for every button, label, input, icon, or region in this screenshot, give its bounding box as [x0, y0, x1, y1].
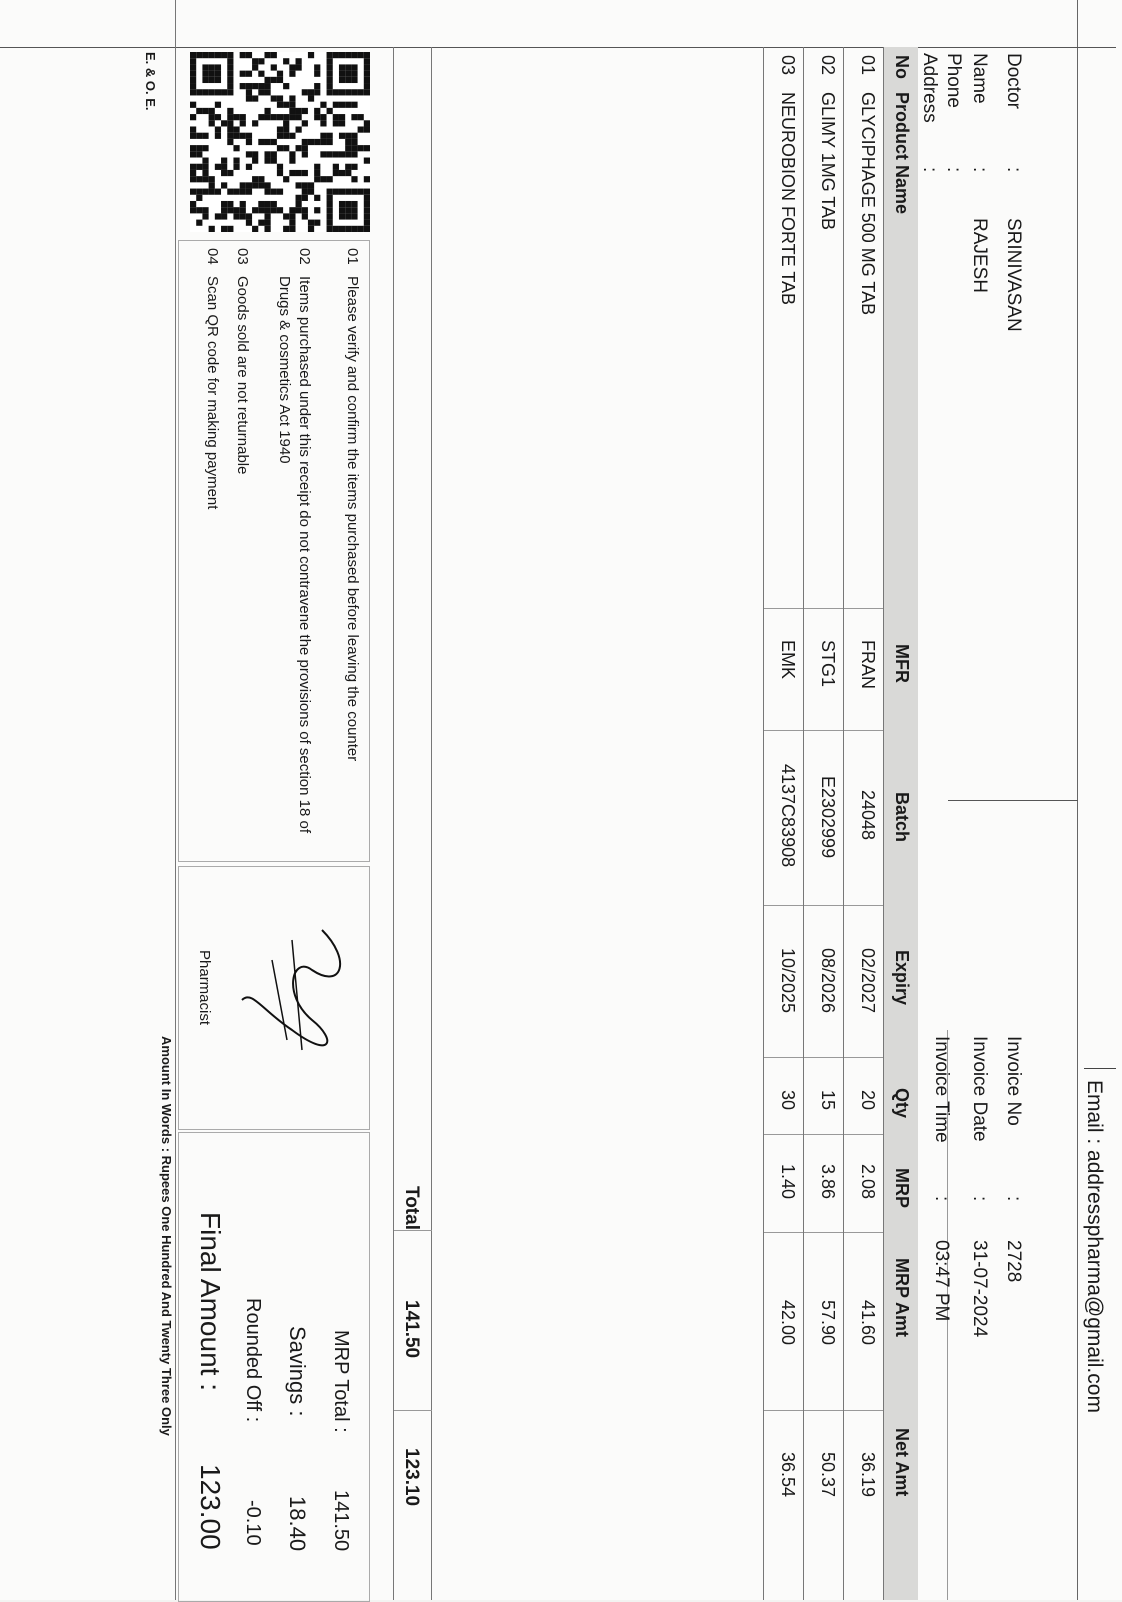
divider	[843, 47, 844, 1600]
mrp-total-value: 141.50	[330, 1490, 352, 1552]
col-qty: Qty	[892, 1088, 912, 1119]
colon: :	[1003, 1196, 1024, 1202]
row-product: GLIMY 1MG TAB	[818, 92, 838, 231]
divider	[803, 47, 804, 1600]
invoice-time-value: 03:47 PM	[931, 1240, 952, 1322]
divider	[764, 608, 884, 609]
invoice-no-value: 2728	[1003, 1240, 1024, 1283]
divider	[431, 47, 432, 1600]
row-net-amt: 36.19	[858, 1452, 878, 1498]
row-product: GLYCIPHAGE 500 MG TAB	[858, 92, 878, 316]
row-net-amt: 50.37	[818, 1452, 838, 1498]
row-net-amt: 36.54	[778, 1452, 798, 1498]
total-label: Total	[401, 1186, 422, 1230]
row-qty: 20	[858, 1090, 878, 1111]
divider	[0, 47, 1116, 48]
invoice-date-value: 31-07-2024	[969, 1240, 990, 1338]
note-text: Scan QR code for making payment	[204, 276, 221, 510]
row-qty: 30	[778, 1090, 798, 1111]
col-product: Product Name	[892, 92, 912, 215]
row-mrp-amt: 41.60	[858, 1300, 878, 1346]
savings-label: Savings :	[285, 1326, 310, 1417]
row-batch: 24048	[858, 790, 878, 841]
col-mfr: MFR	[892, 644, 912, 683]
note-no: 01	[344, 248, 361, 265]
final-amount-value: 123.00	[195, 1464, 226, 1550]
mrp-total-label: MRP Total :	[330, 1330, 352, 1433]
divider	[764, 905, 884, 906]
divider	[764, 1410, 884, 1411]
row-no: 03	[778, 55, 798, 76]
note-no: 03	[234, 248, 251, 265]
total-mrp-amt: 141.50	[401, 1300, 422, 1359]
phone-label: Phone	[943, 53, 964, 108]
divider	[394, 1230, 432, 1231]
colon: :	[969, 1196, 990, 1202]
row-expiry: 02/2027	[858, 948, 878, 1014]
shop-email: Email : addresspharma@gmail.com	[1083, 1080, 1106, 1413]
row-mrp: 1.40	[778, 1164, 798, 1200]
invoice-date-label: Invoice Date	[969, 1036, 990, 1142]
col-expiry: Expiry	[892, 950, 912, 1006]
note-text: Items purchased under this receipt do not contravene the provisions of section 18 of Drugs & cosmetics Act 1940	[276, 276, 313, 833]
divider	[764, 1232, 884, 1233]
name-value: RAJESH	[969, 218, 990, 293]
doctor-value: SRINIVASAN	[1003, 218, 1024, 332]
divider	[393, 47, 394, 1600]
note-no: 04	[204, 248, 221, 265]
col-mrp: MRP	[892, 1168, 912, 1208]
colon: :	[943, 167, 964, 173]
row-no: 02	[818, 55, 838, 76]
address-label: Address	[919, 53, 940, 123]
divider	[763, 47, 764, 1600]
colon: :	[931, 1196, 952, 1202]
col-mrp-amt: MRP Amt	[892, 1258, 912, 1338]
note-no: 02	[296, 248, 313, 265]
qr-code-graphic	[190, 52, 370, 232]
row-batch: 4137C83908	[778, 764, 798, 868]
divider	[948, 800, 1078, 801]
col-net-amt: Net Amt	[892, 1428, 912, 1497]
doctor-label: Doctor	[1003, 53, 1024, 109]
row-expiry: 10/2025	[778, 948, 798, 1014]
row-mfr: EMK	[778, 640, 798, 680]
col-batch: Batch	[892, 792, 912, 843]
final-amount-label: Final Amount :	[195, 1212, 226, 1391]
savings-value: 18.40	[285, 1496, 310, 1552]
name-label: Name	[969, 53, 990, 104]
row-no: 01	[858, 55, 878, 76]
divider	[764, 730, 884, 731]
row-qty: 15	[818, 1090, 838, 1111]
divider	[394, 1410, 432, 1411]
row-product: NEUROBION FORTE TAB	[778, 92, 798, 306]
colon: :	[1003, 167, 1024, 173]
note-text: Please verify and confirm the items purchased before leaving the counter	[344, 276, 361, 762]
signature-icon	[232, 900, 362, 1080]
amount-in-words: Amount In Words : Rupees One Hundred And Twenty Three Only	[159, 1036, 174, 1436]
row-batch: E2302999	[818, 776, 838, 859]
row-expiry: 08/2026	[818, 948, 838, 1014]
divider	[883, 47, 884, 1600]
row-mfr: STG1	[818, 640, 838, 688]
row-mrp: 3.86	[818, 1164, 838, 1200]
divider	[764, 1134, 884, 1135]
colon: :	[919, 167, 940, 173]
row-mfr: FRAN	[858, 640, 878, 689]
divider	[764, 1057, 884, 1058]
row-mrp-amt: 57.90	[818, 1300, 838, 1346]
colon: :	[969, 167, 990, 173]
col-no: No	[892, 55, 912, 79]
total-net-amt: 123.10	[401, 1448, 422, 1507]
divider	[175, 0, 176, 1600]
row-mrp: 2.08	[858, 1164, 878, 1200]
row-mrp-amt: 42.00	[778, 1300, 798, 1346]
invoice-no-label: Invoice No	[1003, 1036, 1024, 1126]
pharmacist-label: Pharmacist	[196, 950, 213, 1026]
note-text: Goods sold are not returnable	[234, 276, 251, 475]
divider	[1084, 1068, 1116, 1069]
rounded-off-value: -0.10	[242, 1500, 264, 1546]
invoice-time-label: Invoice Time	[931, 1036, 952, 1143]
qr-code-icon[interactable]	[190, 52, 370, 232]
eoe-note: E. & O. E.	[143, 52, 158, 111]
rounded-off-label: Rounded Off :	[242, 1298, 264, 1423]
